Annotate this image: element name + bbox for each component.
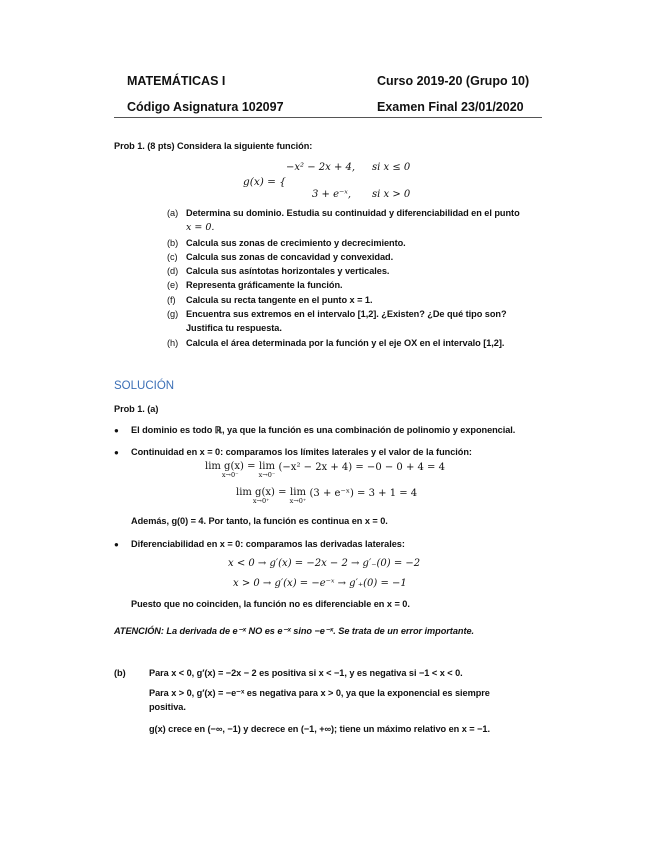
left-limit-sub2: x→0⁻ [258,471,276,479]
differentiability-statement: Diferenciabilidad en x = 0: comparamos las derivadas laterales: [131,539,405,549]
item-g-text: Encuentra sus extremos en el intervalo [1,2]. ¿Existen? ¿De qué tipo son? [186,309,507,319]
header-divider [114,117,542,118]
solution-subheading: Prob 1. (a) [114,404,159,414]
item-h-text: Calcula el área determinada por la función y el eje OX en el intervalo [1,2]. [186,338,505,348]
subject-title: MATEMÁTICAS I [127,74,226,88]
item-c-text: Calcula sus zonas de concavidad y convexidad. [186,252,394,262]
item-a-label: (a) [167,208,179,218]
part-b-line1: Para x < 0, g′(x) = −2x − 2 es positiva si x < −1, y es negativa si −1 < x < 0. [149,668,463,678]
right-limit-sub2: x→0⁺ [289,497,307,505]
bullet-marker: ● [114,540,119,549]
item-e-label: (e) [167,280,179,290]
item-f-text: Calcula su recta tangente en el punto x = 1. [186,295,373,305]
problem-intro: Prob 1. (8 pts) Considera la siguiente función: [114,141,313,151]
right-limit-op: lim g(x) = [236,487,287,498]
item-e-text: Representa gráficamente la función. [186,280,343,290]
left-limit-op: lim g(x) = [205,461,256,472]
right-limit-sub: x→0⁺ [252,497,270,505]
right-limit-op2: lim [290,487,306,498]
course-code: Código Asignatura 102097 [127,100,284,114]
item-g-text-cont: Justifica tu respuesta. [186,323,282,333]
part-b-line3: g(x) crece en (−∞, −1) y decrece en (−1, +∞); tiene un máximo relativo en x = −1. [149,724,490,734]
piece1-condition: si x ≤ 0 [372,162,411,173]
item-d-label: (d) [167,266,179,276]
left-limit-rest: (−x² − 2x + 4) = −0 − 0 + 4 = 4 [278,462,445,473]
left-limit-equation [205,462,445,480]
item-a-text: Determina su dominio. Estudia su continuidad y diferenciabilidad en el punto [186,208,520,218]
item-b-text: Calcula sus zonas de crecimiento y decrecimiento. [186,238,406,248]
right-limit-equation [236,488,417,506]
course-label: Curso 2019-20 (Grupo 10) [377,74,530,88]
solution-heading: SOLUCIÓN [114,380,175,392]
piece1-expression: −x² − 2x + 4, [286,162,356,173]
left-limit-op2: lim [259,461,275,472]
function-name: g(x) = { [243,176,286,188]
part-b-line2: Para x > 0, g′(x) = −e⁻ˣ es negativa para x > 0, ya que la exponencial es siempre [149,688,490,698]
item-a-text-cont: x = 0. [186,222,215,233]
exam-date: Examen Final 23/01/2020 [377,100,524,114]
right-limit-rest: (3 + e⁻ˣ) = 3 + 1 = 4 [309,488,418,499]
item-g-label: (g) [167,309,179,319]
item-b-label: (b) [167,238,179,248]
item-d-text: Calcula sus asíntotas horizontales y verticales. [186,266,390,276]
item-c-label: (c) [167,252,178,262]
part-b-label: (b) [114,668,126,678]
domain-statement: El dominio es todo ℝ, ya que la función es una combinación de polinomio y exponencial. [131,425,516,435]
item-h-label: (h) [167,338,179,348]
continuity-conclusion: Además, g(0) = 4. Por tanto, la función es continua en x = 0. [131,516,388,526]
piece2-condition: si x > 0 [372,189,411,200]
differentiability-conclusion: Puesto que no coinciden, la función no es diferenciable en x = 0. [131,599,410,609]
bullet-marker: ● [114,426,119,435]
bullet-marker: ● [114,448,119,457]
left-limit-sub: x→0⁻ [221,471,239,479]
right-derivative: x > 0 → g′(x) = −e⁻ˣ → g′₊(0) = −1 [233,578,407,589]
continuity-statement: Continuidad en x = 0: comparamos los límites laterales y el valor de la función: [131,447,472,457]
item-f-label: (f) [167,295,176,305]
attention-note: ATENCIÓN: La derivada de e⁻ˣ NO es e⁻ˣ sino −e⁻ˣ. Se trata de un error importante. [114,626,475,636]
part-b-line2-cont: positiva. [149,702,186,712]
piece2-expression: 3 + e⁻ˣ, [312,189,352,200]
left-derivative: x < 0 → g′(x) = −2x − 2 → g′₋(0) = −2 [228,558,421,569]
